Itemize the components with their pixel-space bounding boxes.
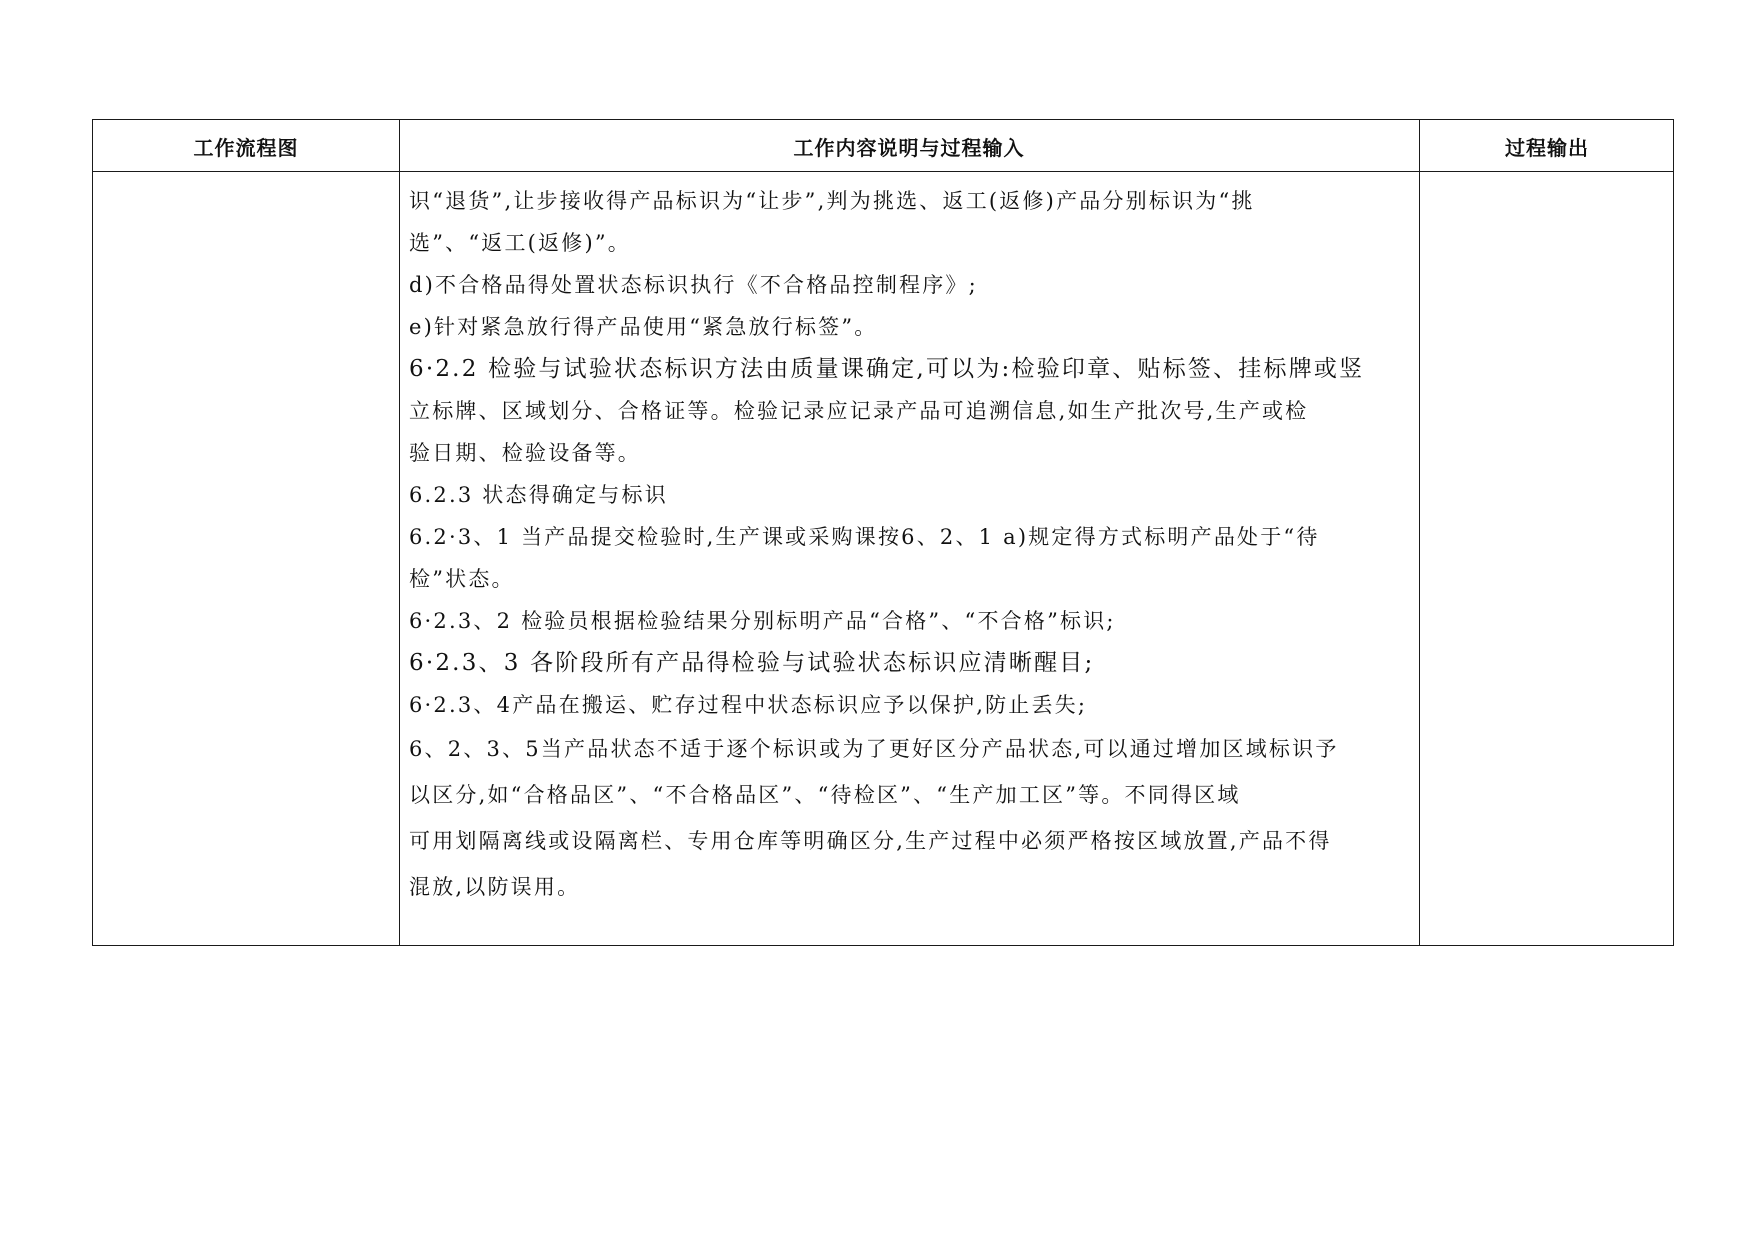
header-workflow-chart: 工作流程图 (193, 135, 299, 160)
procedure-table (92, 119, 1674, 946)
content-line: 6·2.3、4产品在搬运、贮存过程中状态标识应予以保护,防止丢失; (409, 693, 1088, 717)
content-line: 立标牌、区域划分、合格证等。检验记录应记录产品可追溯信息,如生产批次号,生产或检 (409, 399, 1309, 423)
column-divider (399, 120, 400, 945)
content-line: 6·2.3、3 各阶段所有产品得检验与试验状态标识应清晰醒目; (409, 650, 1095, 676)
content-line: 以区分,如“合格品区”、“不合格品区”、“待检区”、“生产加工区”等。不同得区域 (409, 783, 1241, 807)
content-line: 识“退货”,让步接收得产品标识为“让步”,判为挑选、返工(返修)产品分别标识为“挑 (409, 189, 1255, 213)
content-line: d)不合格品得处置状态标识执行《不合格品控制程序》; (409, 273, 978, 297)
header-process-output: 过程输出 (1505, 135, 1589, 160)
content-line: 验日期、检验设备等。 (409, 441, 641, 465)
content-line: 6.2.3 状态得确定与标识 (409, 483, 668, 507)
work-description-cell (409, 180, 1409, 910)
content-line: 混放,以防误用。 (409, 875, 581, 899)
content-line: 可用划隔离线或设隔离栏、专用仓库等明确区分,生产过程中必须严格按区域放置,产品不得 (409, 829, 1332, 853)
content-line: 6·2.2 检验与试验状态标识方法由质量课确定,可以为:检验印章、贴标签、挂标牌或竖 (409, 356, 1365, 382)
table-header-row (93, 120, 1673, 172)
content-line: 6·2.3、2 检验员根据检验结果分别标明产品“合格”、“不合格”标识; (409, 609, 1116, 633)
content-line: 选”、“返工(返修)”。 (409, 231, 631, 255)
content-line: 6、2、3、5当产品状态不适于逐个标识或为了更好区分产品状态,可以通过增加区域标识予 (409, 737, 1339, 761)
content-line: 检”状态。 (409, 567, 515, 591)
header-work-description: 工作内容说明与过程输入 (793, 135, 1025, 160)
content-line: e)针对紧急放行得产品使用“紧急放行标签”。 (409, 315, 878, 339)
content-line: 6.2·3、1 当产品提交检验时,生产课或采购课按6、2、1 a)规定得方式标明产品处于“待 (409, 525, 1320, 549)
column-divider (1419, 120, 1420, 945)
